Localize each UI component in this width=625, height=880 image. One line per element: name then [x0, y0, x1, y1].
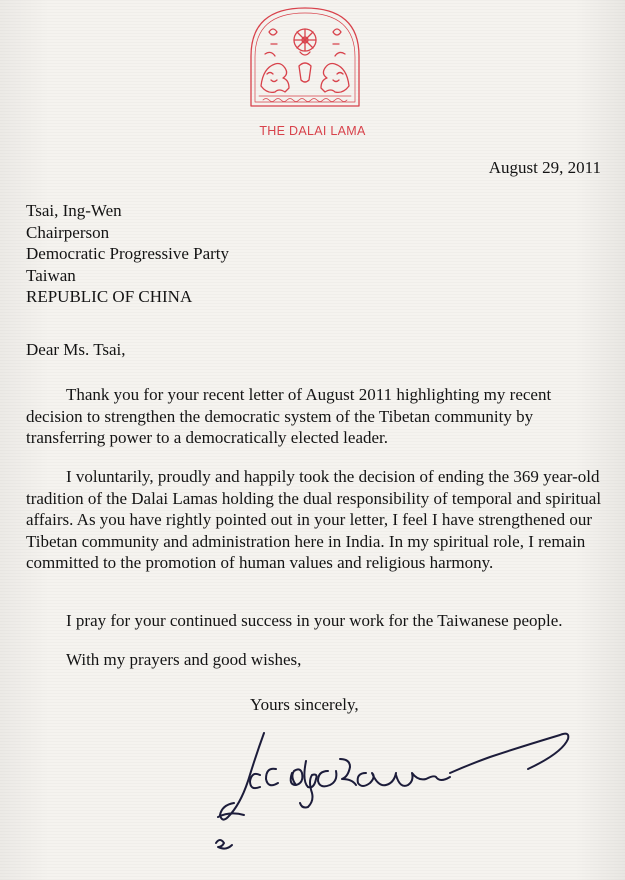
- handwritten-signature: [200, 725, 580, 855]
- recipient-name: Tsai, Ing-Wen: [26, 201, 122, 220]
- recipient-title: Chairperson: [26, 222, 110, 242]
- closing-line: With my prayers and good wishes,: [66, 650, 302, 669]
- recipient-address: [26, 200, 229, 308]
- body-paragraph: I voluntarily, proudly and happily took the decision of ending the 369 year-old tradition of the Dalai Lamas holding the dual responsibility of temporal and spiritual affairs. As you have rightly pointed out in your letter, I feel I have strengthened our Tibetan community and administration here in India. In my spiritual role, I remain committed to the promotion of human values and religious harmony.: [26, 467, 602, 572]
- salutation: Dear Ms. Tsai,: [26, 340, 126, 359]
- letter-date: August 29, 2011: [488, 158, 601, 177]
- body-paragraph: I pray for your continued success in your work for the Taiwanese people.: [66, 611, 563, 630]
- recipient-organization: Democratic Progressive Party: [26, 244, 229, 263]
- letterhead-name: THE DALAI LAMA: [259, 124, 366, 138]
- dalai-lama-seal-icon: [245, 4, 365, 116]
- signoff: Yours sincerely,: [250, 695, 359, 714]
- recipient-country: REPUBLIC OF CHINA: [26, 287, 193, 306]
- recipient-region: Taiwan: [26, 265, 76, 285]
- body-paragraph: Thank you for your recent letter of August 2011 highlighting my recent decision to strengthen the democratic system of the Tibetan community by transferring power to a democratically elected leader.: [26, 385, 552, 447]
